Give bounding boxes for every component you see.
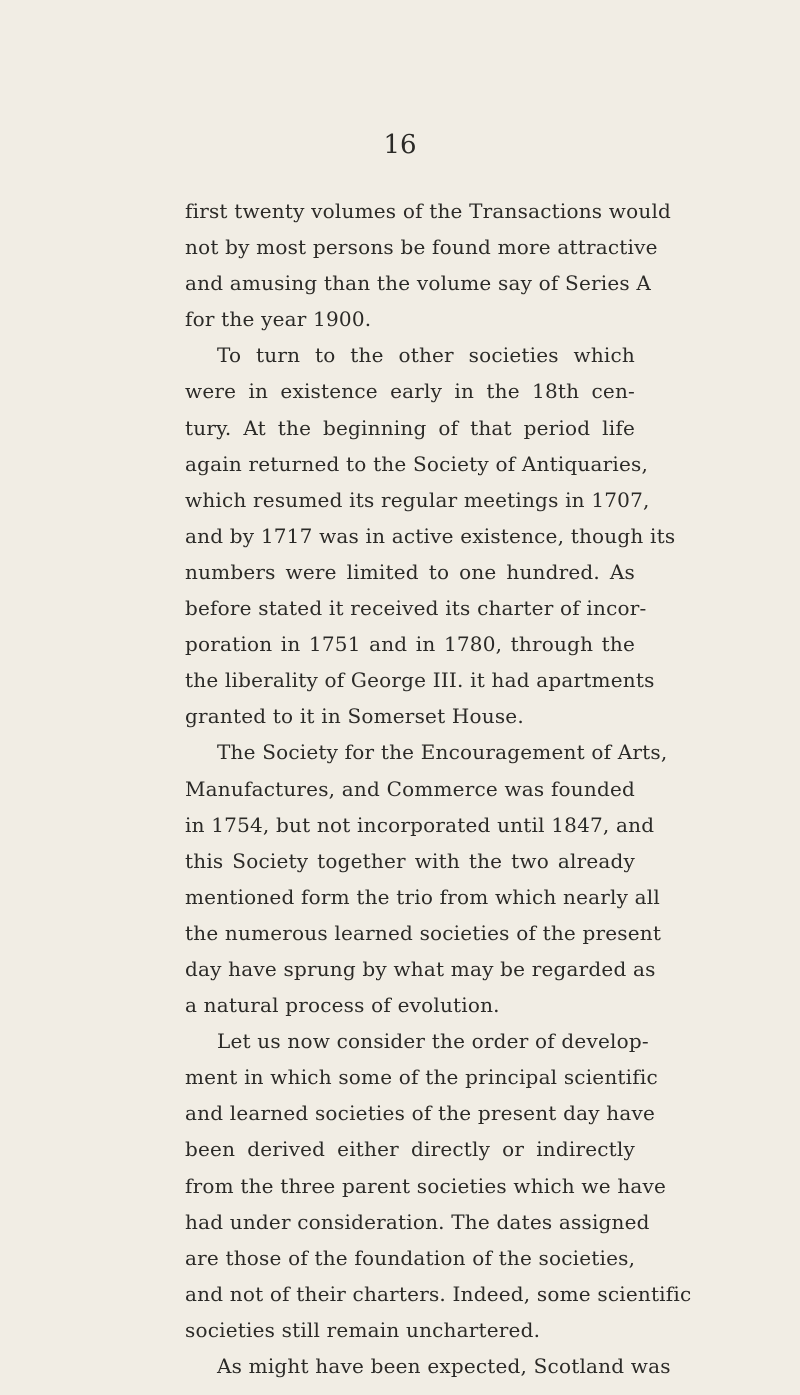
text-line: and amusing than the volume say of Series A [185, 271, 652, 296]
text-line: numbers were limited to one hundred. As [185, 559, 635, 584]
text-line: this Society together with the two already [185, 848, 635, 873]
text-line: are those of the foundation of the societies, [185, 1245, 636, 1270]
text-line: Manufactures, and Commerce was founded [185, 776, 635, 801]
text-line: for the year 1900. [185, 307, 372, 332]
text-line: Let us now consider the order of develop- [217, 1029, 649, 1054]
text-line: tury. At the beginning of that period life [185, 415, 635, 440]
text-line: poration in 1751 and in 1780, through the [185, 632, 635, 657]
text-line: from the three parent societies which we have [185, 1173, 667, 1198]
text-line: The Society for the Encouragement of Arts, [217, 740, 668, 765]
text-line: before stated it received its charter of incor- [185, 596, 647, 621]
text-line: mentioned form the trio from which nearly all [185, 884, 660, 909]
text-line: ment in which some of the principal scientific [185, 1065, 658, 1090]
text-line: societies still remain unchartered. [185, 1317, 541, 1342]
text-line: As might have been expected, Scotland was [217, 1354, 671, 1378]
text-line: which resumed its regular meetings in 1707, [185, 487, 650, 512]
text-line: not by most persons be found more attractive [185, 235, 658, 260]
text-line: were in existence early in the 18th cen- [185, 379, 635, 404]
text-line: been derived either directly or indirectly [185, 1137, 635, 1162]
text-line: had under consideration. The dates assigned [185, 1209, 650, 1234]
text-line: a natural process of evolution. [185, 993, 500, 1018]
text-line: first twenty volumes of the Transactions would [185, 199, 672, 223]
text-line: and by 1717 was in active existence, though its [185, 523, 676, 548]
text-line: the liberality of George III. it had apartments [185, 668, 655, 693]
text-line: granted to it in Somerset House. [185, 704, 524, 729]
page-number: 16 [383, 130, 417, 160]
text-line: To turn to the other societies which [217, 343, 635, 368]
text-line: again returned to the Society of Antiquaries, [185, 451, 649, 476]
text-line: day have sprung by what may be regarded as [185, 956, 656, 981]
text-line: and learned societies of the present day have [185, 1101, 655, 1126]
text-line: and not of their charters. Indeed, some scientific [185, 1281, 692, 1306]
text-line: the numerous learned societies of the present [185, 920, 662, 945]
body-text [185, 193, 692, 1384]
text-line: in 1754, but not incorporated until 1847, and [185, 812, 655, 837]
